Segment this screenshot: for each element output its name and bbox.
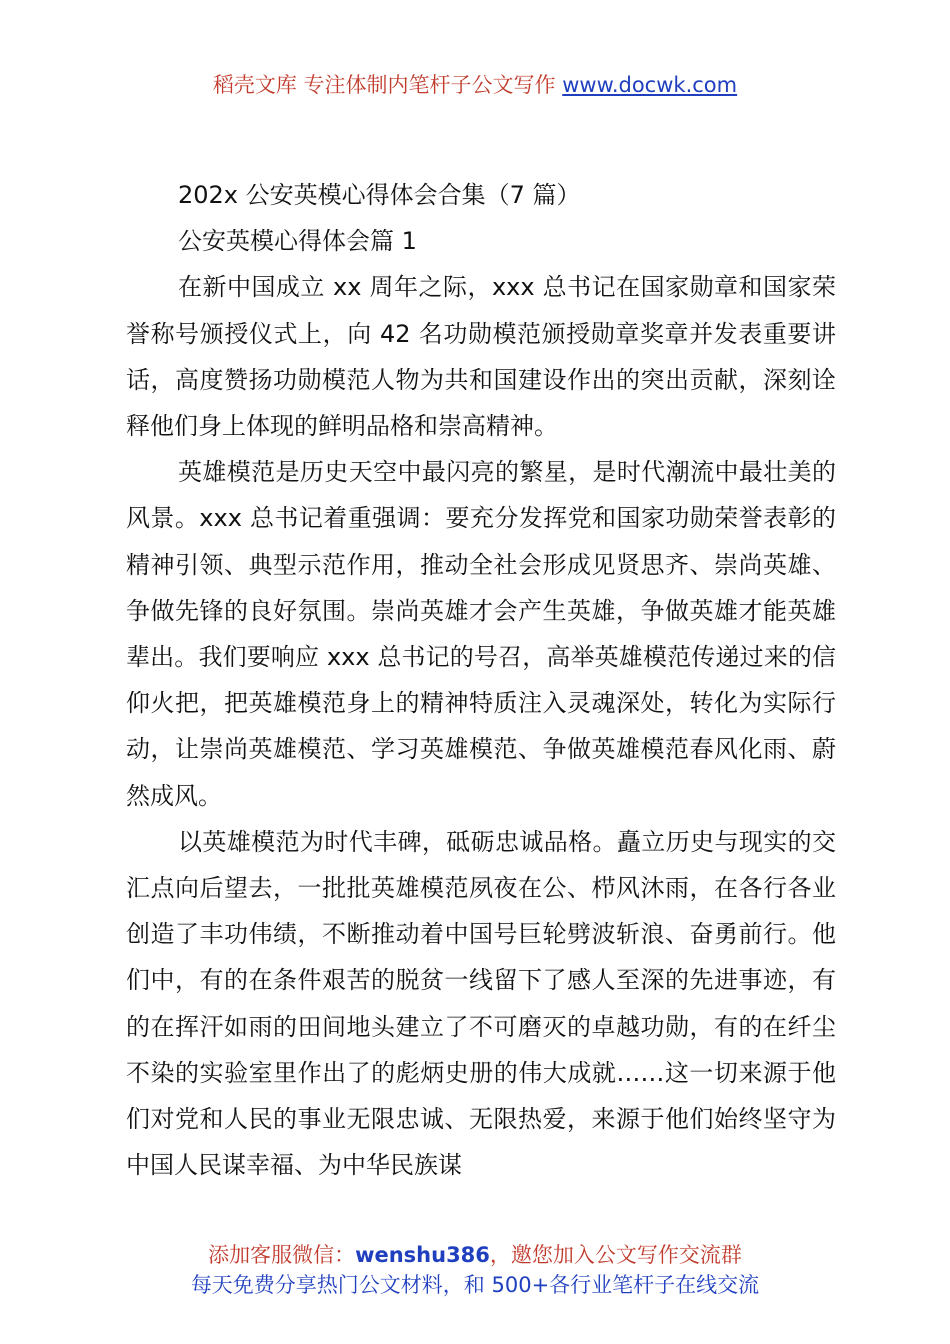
paragraph: 以英雄模范为时代丰碑，砥砺忠诚品格。矗立历史与现实的交汇点向后望去，一批批英雄模范夙夜在公、栉风沐雨，在各行各业创造了丰功伟绩，不断推动着中国号巨轮劈波斩浪、奋勇前行。他们中，有的在条件艰苦的脱贫一线留下了感人至深的先进事迹，有的在挥汗如雨的田间地头建立了不可磨灭的卓越功勋，有的在纤尘不染的实验室里作出了的彪炳史册的伟大成就……这一切来源于他们对党和人民的事业无限忠诚、无限热爱，来源于他们始终坚守为中国人民谋幸福、为中华民族谋 (126, 827, 836, 1180)
paragraph: 在新中国成立 xx 周年之际，xxx 总书记在国家勋章和国家荣誉称号颁授仪式上，向 42 名功勋模范颁授勋章奖章并发表重要讲话，高度赞扬功勋模范人物为共和国建设作出的突出贡献，深刻诠释他们身上体现的鲜明品格和崇高精神。 (126, 273, 836, 441)
footer-line-1 (0, 1240, 950, 1270)
document-body (126, 172, 836, 1188)
footer-wechat-prefix: 添加客服微信： (208, 1243, 356, 1267)
header-url-link[interactable]: www.docwk.com (562, 73, 738, 97)
paragraph: 英雄模范是历史天空中最闪亮的繁星，是时代潮流中最壮美的风景。xxx 总书记着重强调：要充分发挥党和国家功勋荣誉表彰的精神引领、典型示范作用，推动全社会形成见贤思齐、崇尚英雄、争做先锋的良好氛围。崇尚英雄才会产生英雄，争做英雄才能英雄辈出。我们要响应 xxx 总书记的号召，高举英雄模范传递过来的信仰火把，把英雄模范身上的精神特质注入灵魂深处，转化为实际行动，让崇尚英雄模范、学习英雄模范、争做英雄模范春风化雨、蔚然成风。 (126, 458, 836, 810)
footer-wechat-suffix: ，邀您加入公文写作交流群 (489, 1243, 742, 1267)
document-subtitle: 公安英模心得体会篇 1 (178, 227, 417, 256)
footer-wechat-id: wenshu386 (355, 1243, 490, 1267)
document-title: 202x 公安英模心得体会合集（7 篇） (178, 181, 581, 209)
page-footer (0, 1240, 950, 1300)
footer-line-2: 每天免费分享热门公文材料，和 500+各行业笔杆子在线交流 (190, 1273, 760, 1297)
header-brand: 稻壳文库 专注体制内笔杆子公文写作 (212, 73, 563, 97)
page-header (0, 70, 950, 100)
